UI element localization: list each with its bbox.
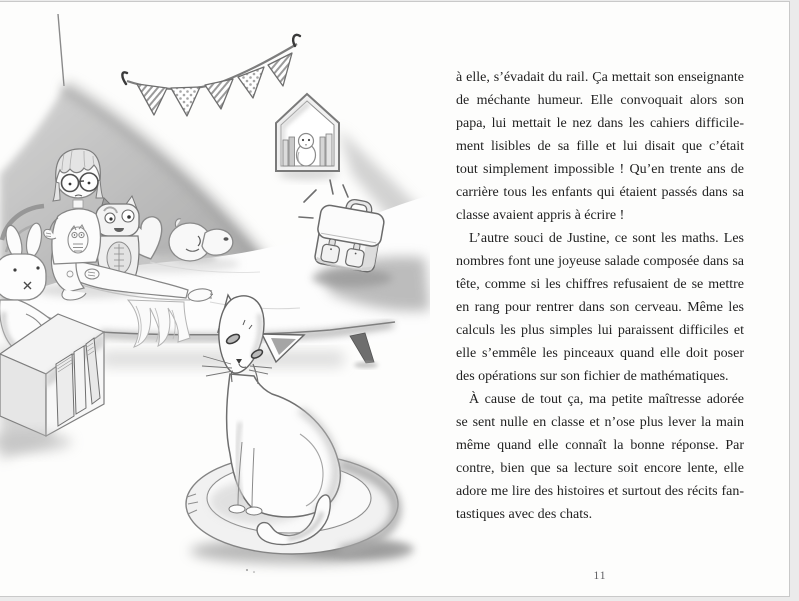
text-line: nombres font une joyeuse salade composée dans sa	[456, 254, 744, 269]
text-line: adore me lire des histoires et surtout des récits fan-	[456, 484, 744, 499]
text-line: ment lisibles de sa fille et lui disait que c’était	[456, 139, 744, 154]
paragraph	[456, 227, 744, 388]
house-shelf	[276, 94, 339, 180]
text-line: même quand elle connaît la bonne réponse. Par	[456, 438, 744, 453]
text-line: À cause de tout ça, ma petite maîtresse adorée	[469, 392, 744, 407]
text-line: se sent nulle en classe et n’ose plus lever la main	[456, 415, 744, 430]
bunting-flags	[122, 35, 300, 116]
flag-striped-1	[137, 84, 167, 115]
flag-dotted-1	[171, 87, 200, 116]
page-text	[456, 66, 744, 526]
text-line: papa, lui mettait le nez dans les cahiers difficile-	[456, 116, 744, 131]
bird-figurine	[297, 134, 316, 167]
text-line: en rang pour rentrer dans son cerveau. Même les	[456, 300, 744, 315]
bedroom-illustration	[0, 2, 430, 596]
paragraph	[456, 388, 744, 526]
text-line: tête, comme si les chiffres refusaient de se mettre	[456, 277, 744, 292]
flag-striped-2	[205, 79, 233, 109]
text-line: tastiques avec des chats.	[456, 507, 593, 522]
flag-dotted-2	[238, 67, 264, 98]
text-line: contre, bien que sa lecture soit encore lente, elle	[456, 461, 744, 476]
text-line: calculs les plus simples lui paraissent difficiles et	[456, 323, 744, 338]
text-line: classe avaient appris à écrire !	[456, 208, 625, 223]
text-line: des opérations sur son fichier de mathématiques.	[456, 369, 729, 384]
text-line: à elle, s’évadait du rail. Ça mettait son enseignante	[456, 70, 744, 85]
text-line: L’autre souci de Justine, ce sont les maths. Les	[469, 231, 744, 246]
text-line: de méchante humeur. Elle convoquait alors son	[456, 93, 744, 108]
paragraph	[456, 66, 744, 227]
text-line: tout simplement impossible ! Qu’en trente ans de	[456, 162, 744, 177]
text-line: carrière tous les enfants qui étaient passés dans sa	[456, 185, 744, 200]
text-line: elle s’emmêle les pinceaux quand elle doit poser	[456, 346, 744, 361]
book-page	[0, 1, 790, 597]
page-number: 11	[593, 570, 607, 582]
